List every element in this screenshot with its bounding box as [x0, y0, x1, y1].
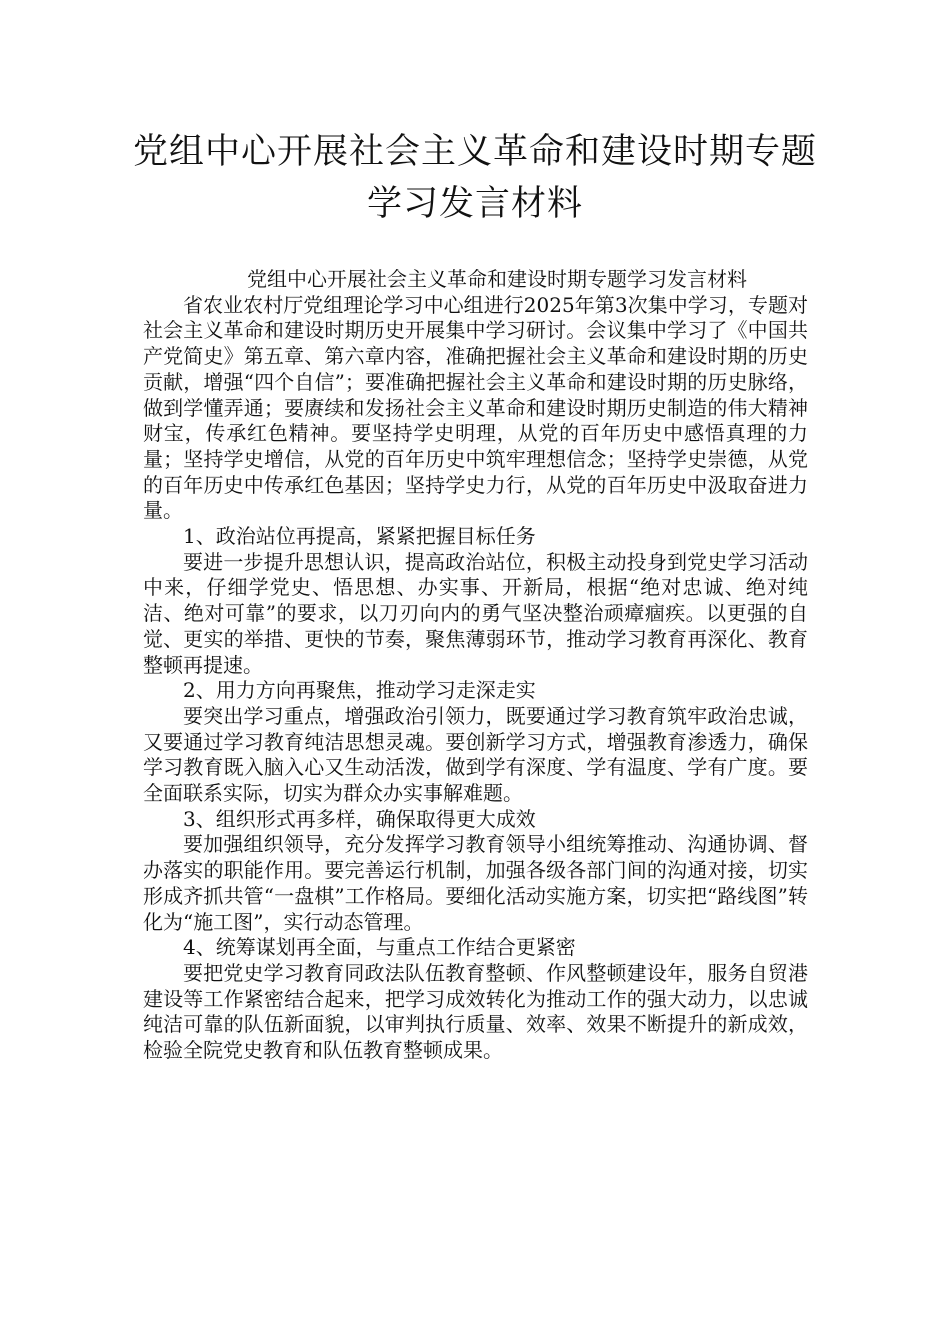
section-heading-2: 2、用力方向再聚焦，推动学习走深走实	[183, 678, 536, 703]
intro-paragraph: 省农业农村厅党组理论学习中心组进行2025年第3次集中学习，专题对社会主义革命和建设时期历史开展集中学习研讨。会议集中学习了《中国共产党简史》第五章、第六章内容，准确把握社会主义革命和建设时期的历史贡献，增强“四个自信”；要准确把握社会主义革命和建设时期的历史脉络，做到学懂弄通；要赓续和发扬社会主义革命和建设时期历史制造的伟大精神财宝，传承红色精神。要坚持学史明理，从党的百年历史中感悟真理的力量；坚持学史增信，从党的百年历史中筑牢理想信念；坚持学史崇德，从党的百年历史中传承红色基因；坚持学史力行，从党的百年历史中汲取奋进力量。	[143, 292, 808, 523]
document-subtitle: 党组中心开展社会主义革命和建设时期专题学习发言材料	[247, 267, 747, 291]
section-heading-1: 1、政治站位再提高，紧紧把握目标任务	[183, 524, 536, 549]
section-heading-3: 3、组织形式再多样，确保取得更大成效	[183, 806, 536, 831]
section-heading-4: 4、统筹谋划再全面，与重点工作结合更紧密	[183, 935, 576, 960]
document-body	[143, 267, 808, 1064]
section-paragraph-1: 要进一步提升思想认识，提高政治站位，积极主动投身到党史学习活动中来，仔细学党史、悟思想、办实事、开新局，根据“绝对忠诚、绝对纯洁、绝对可靠”的要求，以刀刃向内的勇气坚决整治顽瘴痼疾。以更强的自觉、更实的举措、更快的节奏，聚焦薄弱环节，推动学习教育再深化、教育整顿再提速。	[143, 549, 808, 677]
document-title: 党组中心开展社会主义革命和建设时期专题学习发言材料	[132, 132, 817, 224]
section-paragraph-4: 要把党史学习教育同政法队伍教育整顿、作风整顿建设年，服务自贸港建设等工作紧密结合起来，把学习成效转化为推动工作的强大动力，以忠诚纯洁可靠的队伍新面貌，以审判执行质量、效率、效果不断提升的新成效，检验全院党史教育和队伍教育整顿成果。	[143, 960, 808, 1063]
section-paragraph-2: 要突出学习重点，增强政治引领力，既要通过学习教育筑牢政治忠诚，又要通过学习教育纯洁思想灵魂。要创新学习方式，增强教育渗透力，确保学习教育既入脑入心又生动活泼，做到学有深度、学有温度、学有广度。要全面联系实际，切实为群众办实事解难题。	[143, 703, 808, 806]
section-paragraph-3: 要加强组织领导，充分发挥学习教育领导小组统筹推动、沟通协调、督办落实的职能作用。要完善运行机制，加强各级各部门间的沟通对接，切实形成齐抓共管“一盘棋”工作格局。要细化活动实施方案，切实把“路线图”转化为“施工图”，实行动态管理。	[143, 832, 808, 934]
